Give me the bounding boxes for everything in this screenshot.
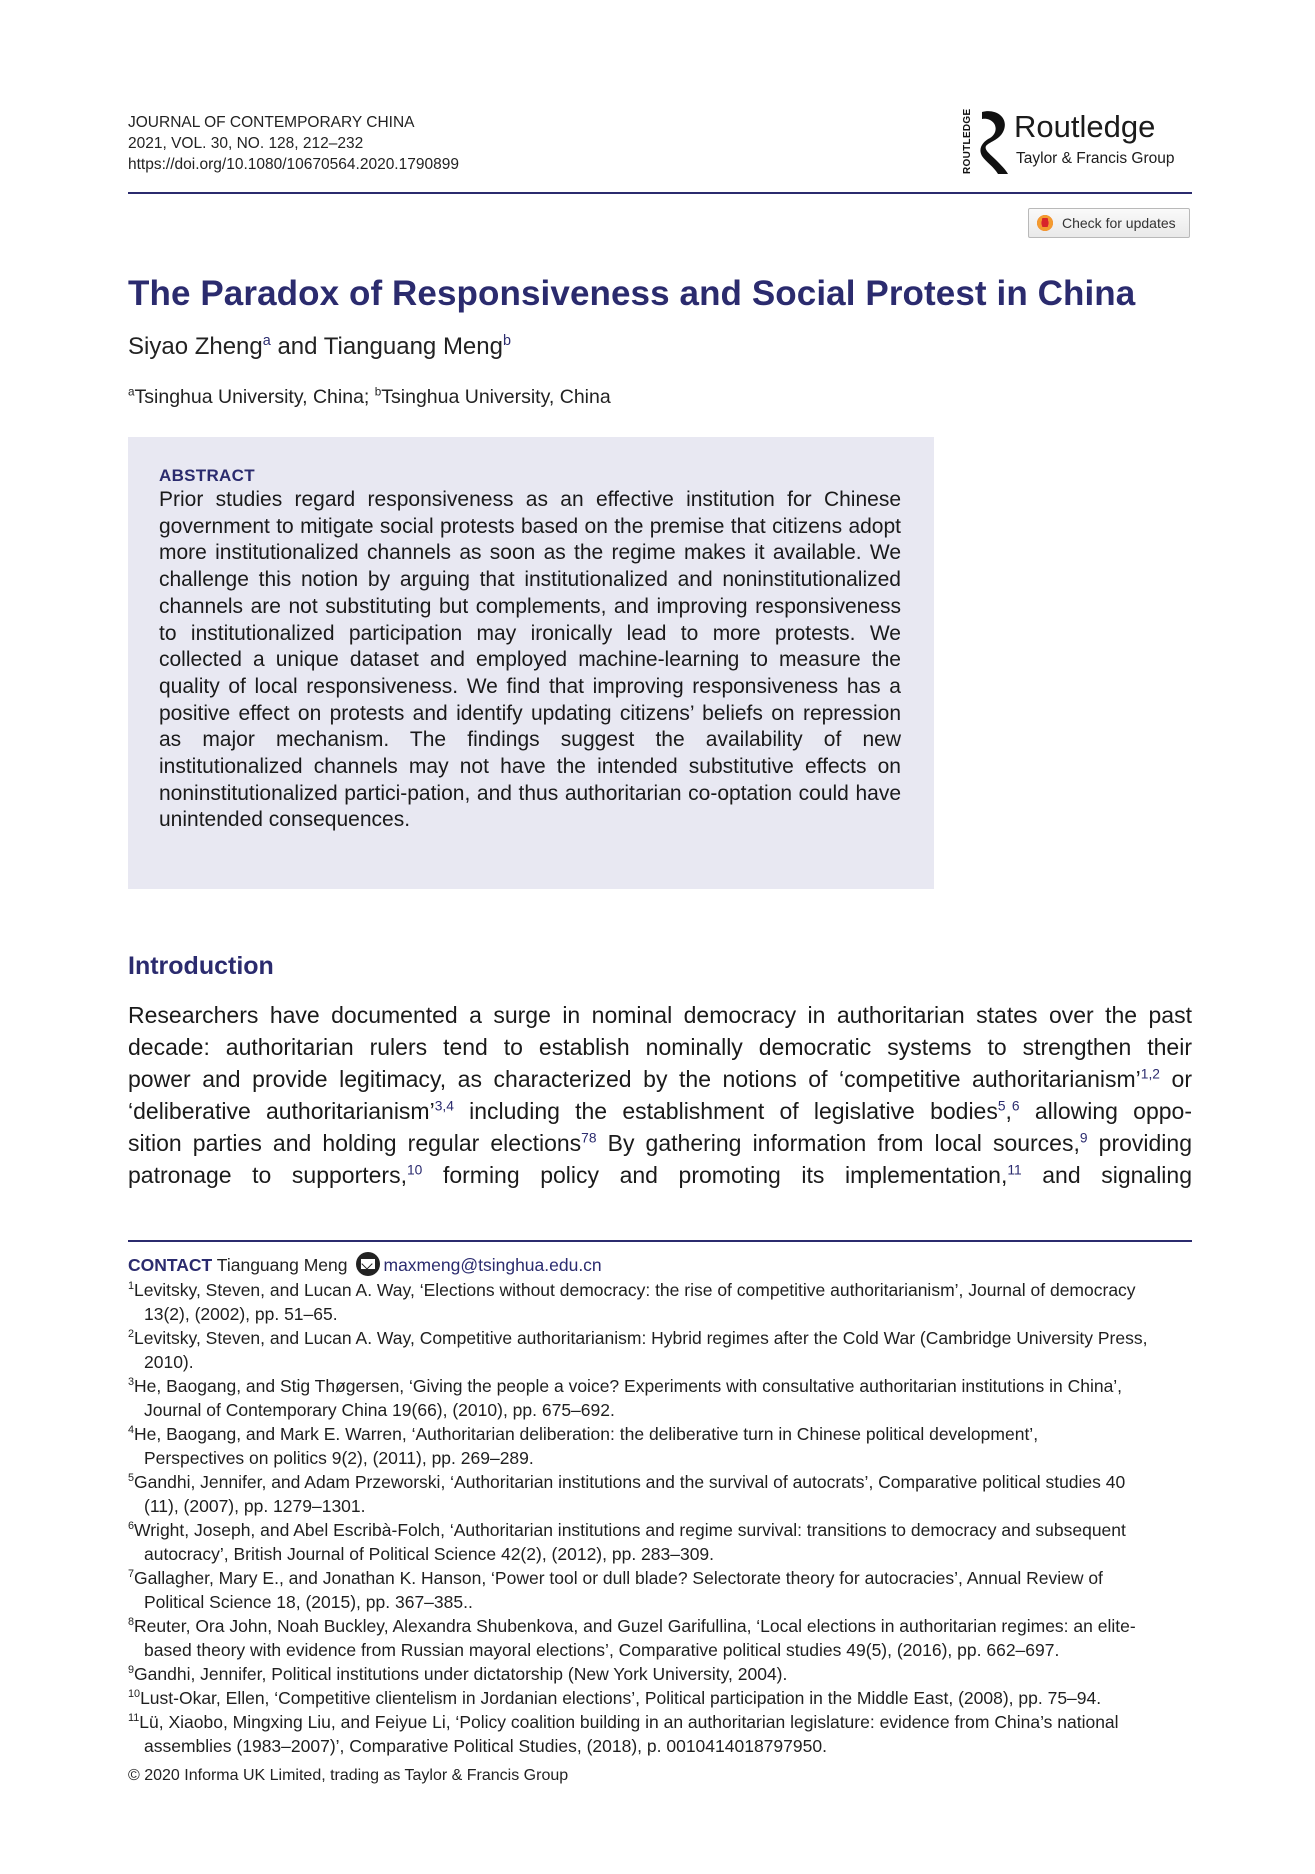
contact-label: CONTACT	[128, 1255, 213, 1275]
copyright-notice: © 2020 Informa UK Limited, trading as Taylor & Francis Group	[128, 1767, 569, 1784]
footnote: $^7$Gallagher, Mary E., and Jonathan K. Hanson, ‘Power tool or dull blade? Selectorate theory for autocracies’, Annual Review of Political Science 18, (2015), pp. 367–385..	[128, 1568, 1103, 1612]
abstract-text: Prior studies regard responsiveness as an effective institution for Chinese government to mitigate social protests based on the premise that citizens adopt more institutionalized channels as soon as the regime makes it available. We challenge this notion by arguing that institutionalized and noninstitutionalized channels are not substituting but complements, and improving responsiveness to institutionalized participation may ironically lead to more protests. We collected a unique dataset and employed machine-learning to measure the quality of local responsiveness. We find that improving responsiveness has a positive effect on protests and identify updating citizens’ beliefs on repression as major mechanism. The findings suggest the availability of new institutionalized channels may not have the intended substitutive effects on noninstitutionalized partici-pation, and thus authoritarian co-optation could have unintended consequences.	[159, 488, 901, 832]
routledge-r-icon	[976, 110, 1010, 176]
abstract-box	[128, 437, 934, 889]
author-join: and	[270, 333, 324, 360]
author-name[interactable]: Siyao Zheng	[128, 333, 263, 360]
section-heading: Introduction	[128, 952, 274, 980]
journal-info	[128, 112, 459, 175]
footnote-rule	[128, 1240, 1192, 1242]
email-icon	[356, 1252, 380, 1276]
crossmark-icon	[1037, 215, 1053, 231]
footnote-ref[interactable]: 5	[997, 1098, 1006, 1114]
abstract-heading: ABSTRACT	[159, 466, 255, 485]
volume-line: 2021, VOL. 30, NO. 128, 212–232	[128, 135, 364, 152]
footnote-ref[interactable]: 78	[581, 1130, 597, 1146]
footnote: $^3$He, Baogang, and Stig Thøgersen, ‘Giving the people a voice? Experiments with consultative authoritarian institutions in China’, Journal of Contemporary China 19(66), (2010), pp. 675–692.	[128, 1376, 1123, 1420]
footnotes	[128, 1278, 1192, 1758]
footnote-ref[interactable]: 6	[1011, 1098, 1020, 1114]
footnote: $^{10}$Lust-Okar, Ellen, ‘Competitive clientelism in Jordanian elections’, Political participation in the Middle East, (2008), pp. 75–94.	[128, 1688, 1102, 1708]
footnote: $^5$Gandhi, Jennifer, and Adam Przeworski, ‘Authoritarian institutions and the survival of autocrats’, Comparative political studies 40 (11), (2007), pp. 1279–1301.	[128, 1472, 1126, 1516]
body-paragraph: Researchers have documented a surge in nominal democracy in authoritarian states over the past decade: authoritarian rulers tend to establish nominally democratic systems to strengthen their power and provide legitimacy, as characterized by the notions of ‘competitive authoritarianism’$^{1,2}$ or ‘deliberative authoritarianism’$^{3,4}$ including the establishment of legislative bodies$^5$,$^6$ allowing oppo- sition parties and holding regular elections$^{78}$ By gathering information from local sources,$^9$ providing patronage to supporters,$^{10}$ forming policy and promoting its implementation,$^{11}$ and signaling	[128, 1002, 1193, 1188]
footnote: $^1$Levitsky, Steven, and Lucan A. Way, ‘Elections without democracy: the rise of competitive authoritarianism’, Journal of democracy 13(2), (2002), pp. 51–65.	[128, 1280, 1136, 1324]
footnote: $^9$Gandhi, Jennifer, Political institutions under dictatorship (New York University, 2004).	[128, 1664, 788, 1684]
logo-vertical-text: ROUTLEDGE	[962, 108, 973, 174]
contact-line	[128, 1252, 602, 1276]
contact-name: Tianguang Meng	[212, 1255, 348, 1275]
check-for-updates-button[interactable]	[1028, 208, 1190, 238]
footnote-ref[interactable]: 11	[1007, 1162, 1022, 1178]
footnote: $^{11}$Lü, Xiaobo, Mingxing Liu, and Feiyue Li, ‘Policy coalition building in an authoritarian legislature: evidence from China’s national assemblies (1983–2007)’, Comparative Political Studies, (2018), p. 0010414018797950.	[128, 1712, 1119, 1756]
publisher-group: Taylor & Francis Group	[1016, 150, 1175, 167]
doi-link[interactable]: https://doi.org/10.1080/10670564.2020.1790899	[128, 156, 459, 173]
journal-name: JOURNAL OF CONTEMPORARY CHINA	[128, 114, 415, 131]
footnote-ref[interactable]: 3,4	[434, 1098, 454, 1114]
footnote-ref[interactable]: 1,2	[1140, 1066, 1160, 1082]
affiliation-marker[interactable]: a	[262, 333, 271, 349]
affiliations: $^a$Tsinghua University, China; $^b$Tsinghua University, China	[128, 385, 611, 408]
footnote: $^8$Reuter, Ora John, Noah Buckley, Alexandra Shubenkova, and Guzel Garifullina, ‘Local elections in authoritarian regimes: an elite- based theory with evidence from Russian mayoral elections’, Comparative political studies 49(5), (2016), pp. 662–697.	[128, 1616, 1136, 1660]
header-rule	[128, 192, 1192, 194]
article-title: The Paradox of Responsiveness and Social Protest in China	[128, 274, 1136, 313]
affiliation-marker[interactable]: b	[502, 333, 511, 349]
publisher-brand: Routledge	[1014, 109, 1156, 144]
footnote-ref[interactable]: 10	[407, 1162, 423, 1178]
check-for-updates-label: Check for updates	[1062, 215, 1176, 231]
footnote: $^4$He, Baogang, and Mark E. Warren, ‘Authoritarian deliberation: the deliberative turn in Chinese political development’, Perspectives on politics 9(2), (2011), pp. 269–289.	[128, 1424, 1039, 1468]
author-line	[128, 333, 511, 361]
routledge-logo	[960, 108, 1192, 178]
footnote-ref[interactable]: 9	[1079, 1130, 1088, 1146]
footnote: $^2$Levitsky, Steven, and Lucan A. Way, Competitive authoritarianism: Hybrid regimes after the Cold War (Cambridge University Press, 2010).	[128, 1328, 1148, 1372]
contact-email-link[interactable]: maxmeng@tsinghua.edu.cn	[383, 1255, 602, 1275]
footnote: $^6$Wright, Joseph, and Abel Escribà-Folch, ‘Authoritarian institutions and regime survival: transitions to democracy and subsequent autocracy’, British Journal of Political Science 42(2), (2012), pp. 283–309.	[128, 1520, 1126, 1564]
author-name[interactable]: Tianguang Meng	[323, 333, 503, 360]
